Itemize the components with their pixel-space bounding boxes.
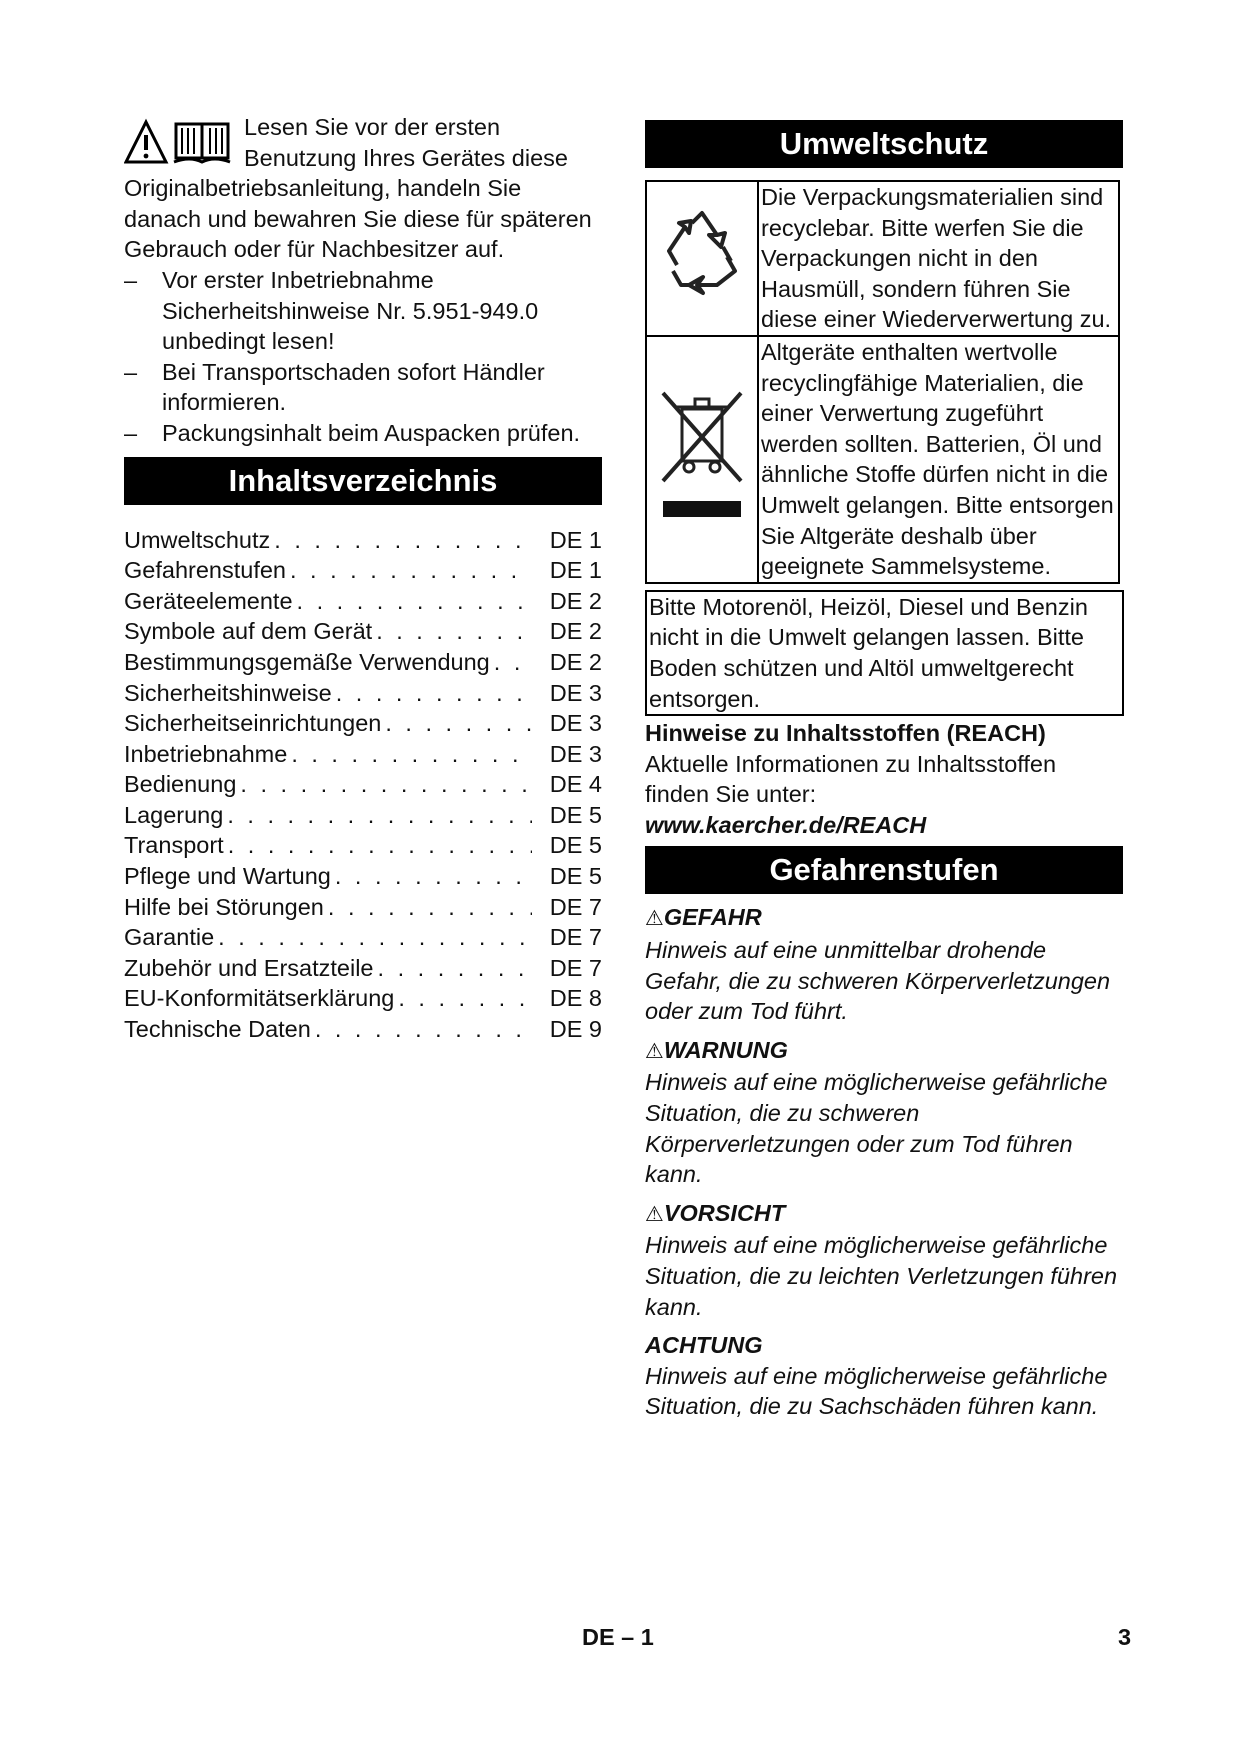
toc-entry-title: Symbole auf dem Gerät <box>124 618 373 645</box>
table-of-contents <box>124 525 602 1045</box>
toc-leader-dots <box>372 616 532 647</box>
page-code: DE – 1 <box>582 1624 654 1650</box>
toc-leader-dots <box>490 647 532 678</box>
toc-heading: Inhaltsverzeichnis <box>124 457 602 505</box>
hazard-label-text: WARNUNG <box>663 1036 788 1063</box>
warning-triangle-icon: ⚠ <box>645 1039 664 1063</box>
toc-entry-title: Sicherheitseinrichtungen <box>124 710 382 737</box>
toc-entry-title: EU-Konformitätserklärung <box>124 985 395 1012</box>
recycling-text: Die Verpackungsmaterialien sind recyclebar. Bitte werfen Sie die Verpackungen nicht in den Hausmüll, sondern führen Sie diese einer Wiederverwertung zu. <box>758 181 1119 336</box>
toc-entry[interactable] <box>124 678 602 709</box>
environment-table <box>645 180 1120 584</box>
toc-entry-page: DE 7 <box>549 893 602 920</box>
warning-manual-icon <box>124 118 236 166</box>
toc-entry-page: DE 3 <box>549 710 602 737</box>
intro-item: – Bei Transportschaden sofort Händler informieren. <box>124 358 545 416</box>
weee-text: Altgeräte enthalten wertvolle recyclingfähige Materialien, die einer Verwertung zugeführt werden sollten. Batterien, Öl und ähnliche Stoffe dürfen nicht in die Umwelt gelangen. Bitte entsorgen Sie Altgeräte deshalb über geeignete Sammelsysteme. <box>758 336 1119 583</box>
toc-entry-title: Zubehör und Ersatzteile <box>124 954 374 981</box>
toc-leader-dots <box>381 708 532 739</box>
toc-entry[interactable] <box>124 586 602 617</box>
toc-leader-dots <box>286 555 532 586</box>
toc-entry[interactable] <box>124 861 602 892</box>
toc-entry-page: DE 5 <box>549 863 602 890</box>
toc-entry[interactable] <box>124 525 602 556</box>
toc-entry-page: DE 2 <box>549 648 602 675</box>
reach-heading: Hinweise zu Inhaltsstoffen (REACH) <box>645 720 1046 747</box>
right-column <box>645 120 1123 1422</box>
toc-entry-page: DE 2 <box>549 587 602 614</box>
intro-item: – Packungsinhalt beim Auspacken prüfen. <box>124 419 581 446</box>
toc-entry[interactable] <box>124 555 602 586</box>
toc-entry-page: DE 8 <box>549 985 602 1012</box>
toc-leader-dots <box>224 830 532 861</box>
recycling-cell <box>646 181 758 336</box>
hazard-levels <box>645 902 1123 1422</box>
toc-leader-dots <box>223 800 532 831</box>
toc-entry-page: DE 1 <box>549 526 602 553</box>
hazard-label <box>645 902 1123 935</box>
reach-link[interactable]: www.kaercher.de/REACH <box>645 811 927 838</box>
hazard-label-text: ACHTUNG <box>645 1332 763 1359</box>
toc-leader-dots <box>394 983 532 1014</box>
toc-leader-dots <box>374 953 532 984</box>
left-column <box>124 112 602 1045</box>
crossed-out-bin-icon <box>657 381 747 531</box>
hazard-level <box>645 1035 1123 1190</box>
toc-entry-page: DE 5 <box>549 801 602 828</box>
hazard-description: Hinweis auf eine möglicherweise gefährliche Situation, die zu schweren Körperverletzungen oder zum Tod führen kann. <box>645 1069 1108 1188</box>
toc-entry[interactable] <box>124 708 602 739</box>
toc-entry-page: DE 7 <box>549 924 602 951</box>
toc-leader-dots <box>311 1014 532 1045</box>
hazard-label <box>645 1035 1123 1068</box>
toc-entry-title: Gefahrenstufen <box>124 557 286 584</box>
recycling-icon <box>657 205 747 305</box>
toc-entry[interactable] <box>124 739 602 770</box>
toc-entry[interactable] <box>124 1014 602 1045</box>
intro-text: Lesen Sie vor der ersten Benutzung Ihres Gerätes diese Originalbetriebsanleitung, handeln Sie danach und bewahren Sie diese für späteren Gebrauch oder für Nachbesitzer auf. <box>124 114 592 263</box>
hazard-label <box>645 1198 1123 1231</box>
page-number: 3 <box>1118 1624 1132 1650</box>
toc-entry[interactable] <box>124 922 602 953</box>
toc-leader-dots <box>236 769 532 800</box>
toc-entry-page: DE 3 <box>549 740 602 767</box>
toc-entry-title: Sicherheitshinweise <box>124 679 332 706</box>
warning-triangle-icon: ⚠ <box>645 907 664 931</box>
warning-triangle-icon: ⚠ <box>645 1202 664 1226</box>
toc-entry-title: Garantie <box>124 924 215 951</box>
hazard-level <box>645 902 1123 1026</box>
toc-leader-dots <box>293 586 532 617</box>
toc-entry-title: Technische Daten <box>124 1016 311 1043</box>
toc-leader-dots <box>324 892 532 923</box>
toc-leader-dots <box>332 678 532 709</box>
toc-entry-title: Lagerung <box>124 801 224 828</box>
intro-item: – Vor erster Inbetriebnahme Sicherheitshinweise Nr. 5.951-949.0 unbedingt lesen! <box>124 266 539 355</box>
toc-entry-page: DE 7 <box>549 954 602 981</box>
intro-section <box>124 112 602 449</box>
hazard-label-text: VORSICHT <box>663 1199 786 1226</box>
toc-entry[interactable] <box>124 647 602 678</box>
toc-entry[interactable] <box>124 892 602 923</box>
toc-entry-title: Geräteelemente <box>124 587 293 614</box>
toc-entry-title: Transport <box>124 832 224 859</box>
toc-entry-page: DE 4 <box>549 771 602 798</box>
toc-entry-page: DE 3 <box>549 679 602 706</box>
hazard-description: Hinweis auf eine unmittelbar drohende Gefahr, die zu schweren Körperverletzungen oder zum Tod führt. <box>645 937 1111 1025</box>
oil-notice: Bitte Motorenöl, Heizöl, Diesel und Benzin nicht in die Umwelt gelangen lassen. Bitte Boden schützen und Altöl umweltgerecht entsorgen. <box>645 590 1124 716</box>
toc-entry[interactable] <box>124 800 602 831</box>
toc-entry[interactable] <box>124 769 602 800</box>
hazard-label <box>645 1330 1123 1361</box>
hazard-level <box>645 1198 1123 1322</box>
toc-entry-title: Pflege und Wartung <box>124 863 331 890</box>
weee-cell <box>646 336 758 583</box>
toc-leader-dots <box>287 739 532 770</box>
toc-leader-dots <box>214 922 532 953</box>
toc-entry[interactable] <box>124 616 602 647</box>
toc-entry-page: DE 1 <box>549 557 602 584</box>
reach-text: Aktuelle Informationen zu Inhaltsstoffen finden Sie unter: <box>645 750 1057 808</box>
toc-entry[interactable] <box>124 830 602 861</box>
toc-leader-dots <box>331 861 532 892</box>
hazard-level <box>645 1330 1123 1422</box>
toc-entry[interactable] <box>124 953 602 984</box>
hazard-description: Hinweis auf eine möglicherweise gefährliche Situation, die zu Sachschäden führen kann. <box>645 1362 1108 1420</box>
toc-leader-dots <box>270 525 532 556</box>
toc-entry-title: Inbetriebnahme <box>124 740 288 767</box>
toc-entry-page: DE 9 <box>549 1016 602 1043</box>
toc-entry-title: Hilfe bei Störungen <box>124 893 324 920</box>
toc-entry-page: DE 2 <box>549 618 602 645</box>
toc-entry-title: Bestimmungsgemäße Verwendung <box>124 648 490 675</box>
toc-entry[interactable] <box>124 983 602 1014</box>
hazard-label-text: GEFAHR <box>663 904 762 931</box>
toc-entry-page: DE 5 <box>549 832 602 859</box>
toc-entry-title: Bedienung <box>124 771 237 798</box>
environment-heading: Umweltschutz <box>645 120 1123 168</box>
toc-entry-title: Umweltschutz <box>124 526 271 553</box>
hazard-heading: Gefahrenstufen <box>645 846 1123 894</box>
hazard-description: Hinweis auf eine möglicherweise gefährliche Situation, die zu leichten Verletzungen führen kann. <box>645 1232 1118 1320</box>
